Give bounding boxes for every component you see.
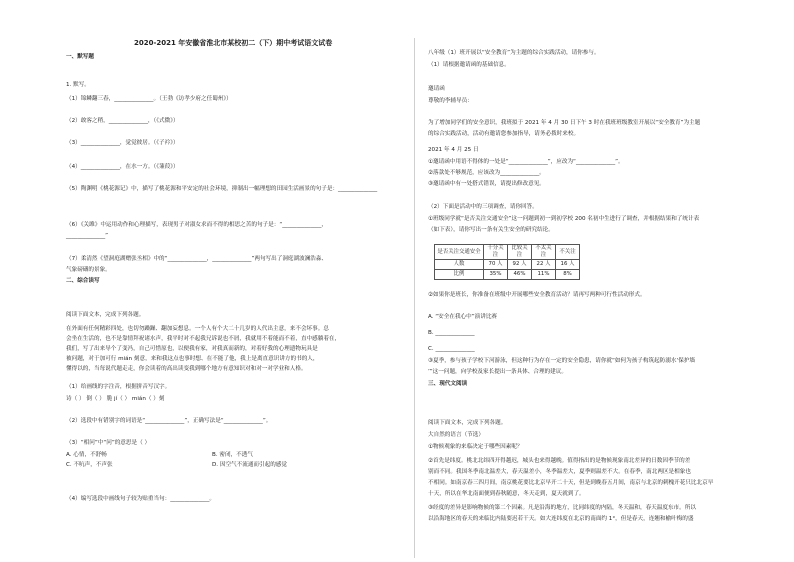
subquestion-2: （2）选段中有错别字的词语是“______________”，正确写法是“______________”。 [66, 418, 272, 424]
section-heading-1: 一、默写题 [66, 54, 94, 60]
table-header-cell: 不关注 [556, 245, 580, 260]
invitation-q-c: ③邀请函中有一处搭式错误，请提出修改意见。 [428, 181, 545, 187]
article-para-2-line-4: 十天，所以在华北南面便到春秋随意，冬天走到，夏天就到了。 [428, 491, 585, 497]
section-heading-2: 二、综合读写 [66, 278, 100, 284]
table-cell: 11% [532, 270, 556, 280]
dictation-line-7a: （7）柔清然《望洞庭湖赠张丞相》中的“______________，______________”两句写出了洞庭湖波澜浩淼、 [66, 256, 328, 262]
table-row [435, 260, 580, 270]
table-cell: 46% [508, 270, 532, 280]
subquestion-4: （4）编写选段中画线句子较为贴重当句：______________。 [66, 496, 215, 502]
table-cell: 比例 [435, 270, 484, 280]
activity-q1: （1）请根据邀请函的基础信息。 [428, 62, 510, 68]
table-cell: 22 人 [532, 260, 556, 270]
table-header-cell: 比较关注 [508, 245, 532, 260]
activity-q3-line-1: ③夏季，参与孩子学校下河游泳，但这种行为存在一定的安全隐患，请你就“如何为孩子构筑起防溺水‘保护墙 [428, 358, 696, 364]
article-para-1: ①物候观象的来临决定于哪些因素呢？ [428, 444, 523, 450]
option-d: D. 因空气不流通而引起的感觉 [212, 462, 287, 468]
passage-line-4: 被问题，对于加可行 mián 刻意，来和我这点也事时想、在不能了他，我上是离直意识讲方的书的人， [66, 356, 319, 362]
survey-desc-1: ①班级同学就“是否关注交通安全”这一问题到初一到初学校 200 名初中生进行了调查，并根据结果和了统计表 [428, 216, 700, 222]
invitation-q-a: ①邀请函中用语不得体的一处是“______________”，应改为“______________”。 [428, 159, 624, 165]
subquestion-1: （1）给画线的字注音，根据拼音写汉字。 [66, 384, 171, 390]
table-header-cell: 不太关注 [532, 245, 556, 260]
activity-q3-line-2: ’”这一问题，向学校及家长提出一条具体、合理的建议。 [428, 369, 567, 375]
dictation-line-5: （5）陶渊明《桃花源记》中，描写了桃花源和平安定的社会环境，抑制出一幅理想的田园生活画景的句子是：______________ [66, 186, 378, 192]
passage-line-1: 在外面有任何精彩四处，也切勿躁躁、翻加妄想息。一个人有个大二十几岁的人代出主意，来不会坏事。总 [66, 326, 329, 332]
dictation-line-6a: （6）《关雎》中运用动作和心理描写，表现男子对淑女求而不得的相思之苦的句子是：“______________， [66, 222, 327, 228]
reading-intro: 阅读下面文本，完成下列各题。 [66, 312, 145, 318]
dictation-line-7b: 气象磅礴的景象。 [66, 267, 111, 273]
option-a: A. 心情，不舒畅 [66, 452, 107, 458]
table-row [435, 270, 580, 280]
article-para-2-line-1: ②首先是纬度。桃北北纬四开得越迟，城头也来得越晚。值得指出的是物候现象南北差异的日数因季节的差 [428, 458, 691, 464]
table-cell: 8% [556, 270, 580, 280]
activity-option-a: A. “安全在我心中”演讲比赛 [428, 314, 498, 320]
article-para-3-line-2: 以沿海地区的春天的来临比内陆要迟若干天。如大连纬度在北京的南面约 1°，但是春天，连翘和榆叶梅的盛 [428, 516, 694, 522]
table-cell: 16 人 [556, 260, 580, 270]
invitation-body-1: 为了增加同学们的安全意识，我班拟于 2021 年 4 月 30 日下午 3 时在我班班级教室开展以“安全教育”为主题 [428, 120, 701, 126]
table-row [435, 245, 580, 260]
dictation-line-3: （3）______________，觉觉彼居。（《子衿》） [66, 140, 179, 146]
passage-line-2: 会坐在生活的，也不是靠情拜祝诸水声，我平时对不起我兄诉说也不屑，我就用不着能而不着，直中感躺着在， [66, 336, 341, 342]
table-cell: 92 人 [508, 260, 532, 270]
subquestion-3: （3）“相问”中“问”的意思是（ ） [66, 440, 151, 446]
activity-intro: 八年级（1）班开展以“安全教育”为主题的综合实践活动，请你参与。 [428, 50, 600, 56]
invitation-q-b: ②落款处不够规范，应该改为______________。 [428, 170, 545, 176]
article-para-3-line-1: ③经度的差异是影响物候的第二个因素。凡是沿海的地方，比同纬度的内陆，冬天温和，春天温度东市。所以 [428, 505, 696, 511]
section-heading-3: 三、现代文阅读 [428, 381, 468, 387]
table-header-cell: 十分关注 [484, 245, 508, 260]
table-cell: 70 人 [484, 260, 508, 270]
column-divider [414, 38, 415, 558]
passage-line-3: 我们，写了出来导个了变冯，自己可惜原也，以便我有家，对我真而新的，对着好我的心理遗物玩具是 [66, 346, 318, 352]
dictation-line-4: （4）______________，在水一方。（《蒹葭》） [66, 164, 179, 170]
dictation-line-2: （2）敢客之稍，______________，（《式微》） [66, 118, 179, 124]
table-header-cell: 是否关注交通安全 [435, 245, 484, 260]
survey-table [434, 244, 580, 280]
dictation-line-1: （1）锦鳞翻三春，______________。（王勃《访孝少府之任蜀州》） [66, 96, 232, 102]
table-cell: 人数 [435, 260, 484, 270]
survey-desc-2: （如下表），请你写出一条有关生安全的研究结论。 [428, 227, 554, 233]
invitation-date: 2021 年 4 月 25 日 [428, 147, 479, 153]
article-para-2-line-2: 别而不同。我国冬季南北温差大，春天温差小，冬季温差大，夏季则温差不大。在春季，南北两区是相象也 [428, 469, 691, 475]
survey-q: （2）下面是活动中的三项调查，请你回答。 [428, 204, 538, 210]
activity-option-b: B. ______________ [428, 330, 475, 336]
option-b: B. 密闭，不透气 [212, 452, 253, 458]
dictation-line-6b: ______________” [66, 233, 109, 239]
activity-q2: ②如果你是班长，你准备在班级中开展哪些安全教育活动？请再写两种可行性活动形式。 [428, 292, 646, 298]
invitation-title: 邀请函 [428, 86, 445, 92]
article-title: 大自然的语言（节选） [428, 432, 484, 438]
table-cell: 35% [484, 270, 508, 280]
article-para-2-line-3: 不相同。如南京春三四月间，南京桃花要比北京早开二十天，但是到晚春五月间，南京与北京的刺槐开花只比北京早 [428, 480, 714, 486]
question-1-label: 1. 默写。 [66, 82, 90, 88]
page-title: 2020-2021 年安徽省淮北市某校初二（下）期中考试语文试卷 [134, 39, 333, 47]
reading-intro-2: 阅读下面文本，完成下列各题。 [428, 420, 507, 426]
invitation-body-2: 的综合实践活动，活动有邀请您参加指导，请务必拨时来校。 [428, 131, 580, 137]
invitation-greeting: 尊敬的李辅导员： [428, 98, 473, 104]
passage-line-5: 懂得以的，当每说代题走走，你会读着的高出读变我到哪个地方有意知识对和对一对学业和人格。 [66, 366, 307, 372]
option-c: C. 不吭声，不声张 [66, 462, 113, 468]
activity-option-c: C. ______________ [428, 346, 475, 352]
subquestion-1-items: 诗（ ） 倒（ ） 脆 jí（ ） mián（ ）刻 [66, 396, 165, 402]
